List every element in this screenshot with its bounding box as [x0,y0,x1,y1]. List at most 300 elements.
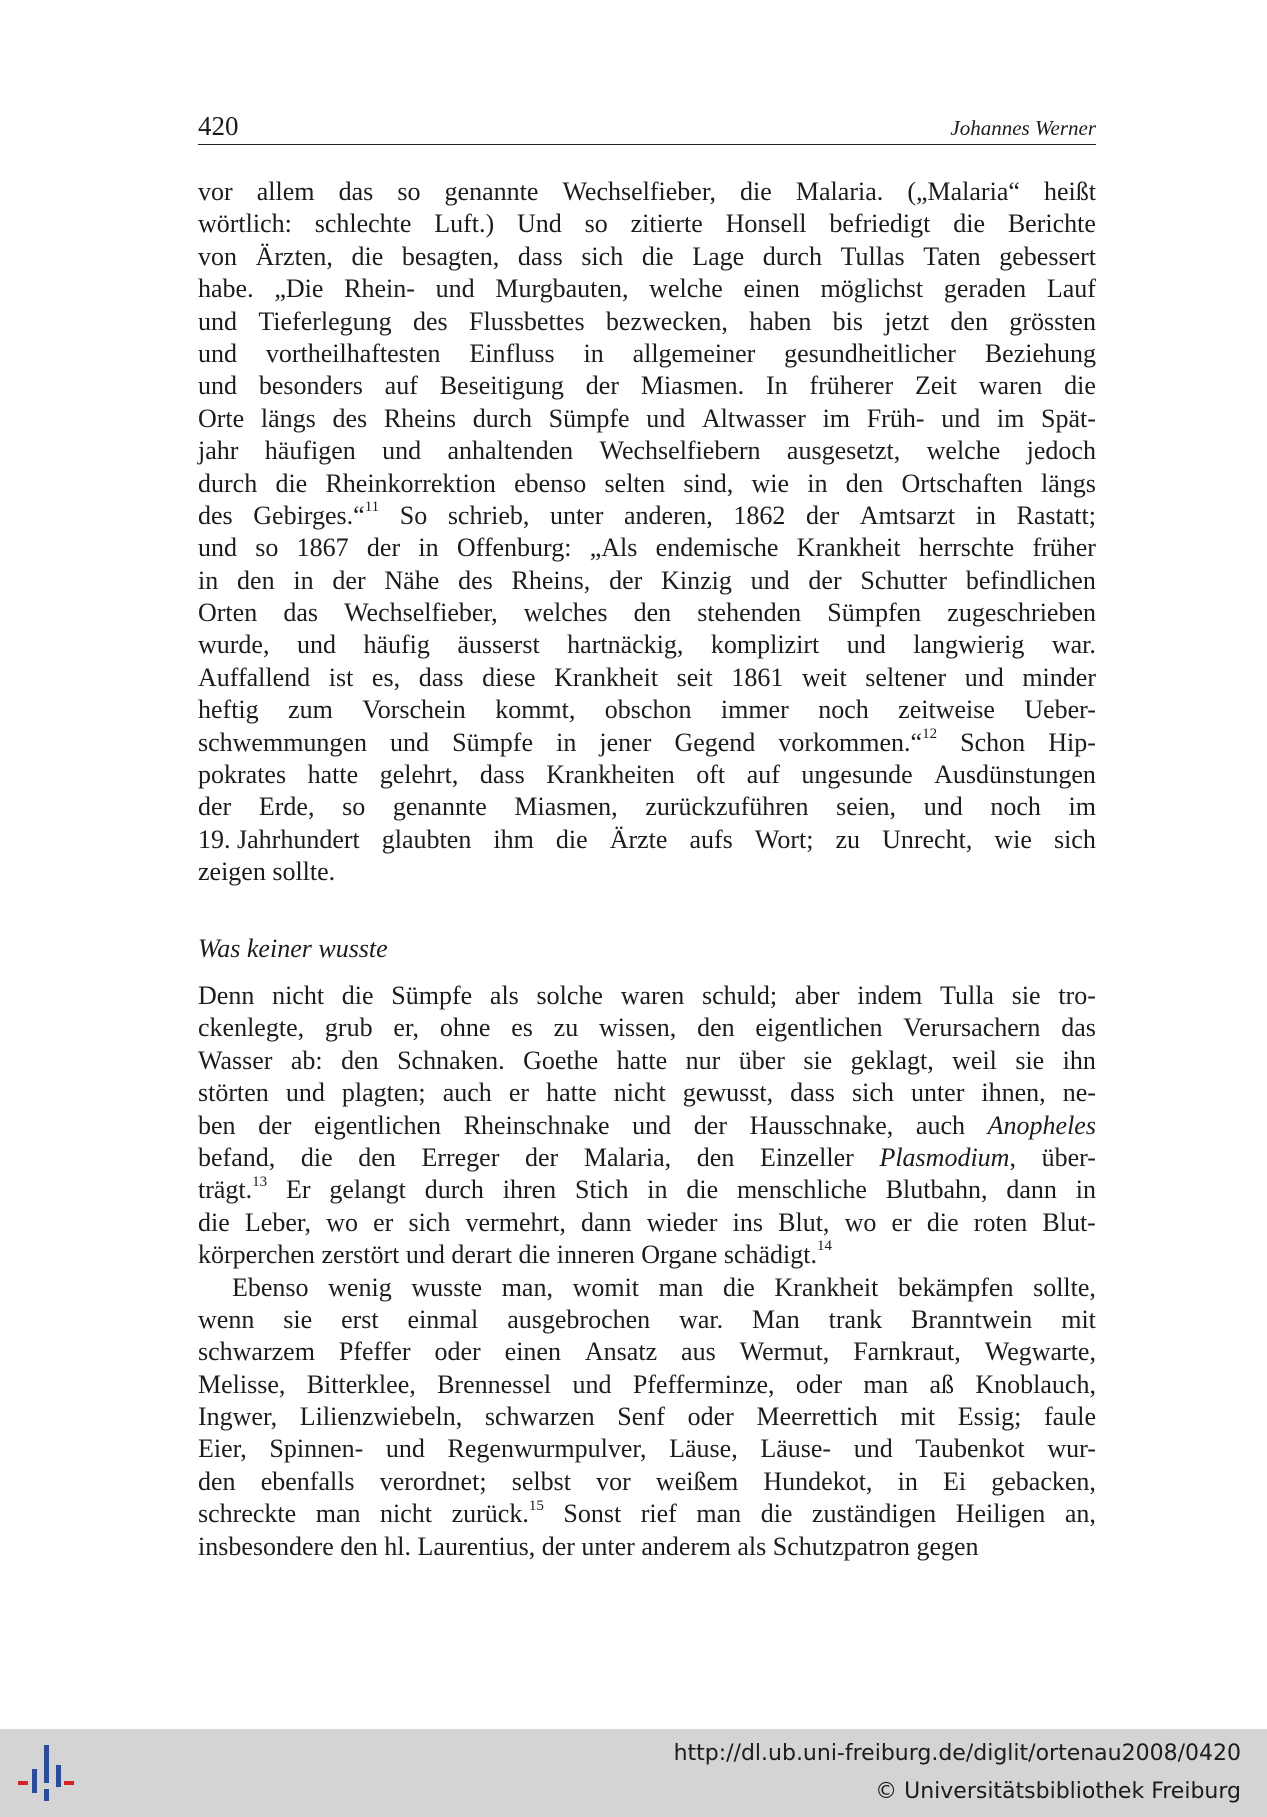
word: die [760,1499,793,1529]
word: Taubenkot [915,1434,1025,1464]
word: unter [550,500,604,530]
word: in [583,338,604,368]
word: ohne [439,1013,491,1043]
word: unter [581,1531,635,1561]
word: eigentlichen [314,1110,442,1140]
word: geraden [943,274,1027,304]
word: Schnaken. [397,1045,505,1075]
copyright-notice: © Universitätsbibliothek Freiburg [875,1779,1241,1804]
word: Krankheiten [546,760,675,790]
word: endemische [655,533,779,563]
word: Organe [641,1240,718,1270]
word: den [633,598,672,628]
word: wur- [1047,1434,1096,1464]
word: ne- [1062,1078,1096,1108]
word: waren [978,371,1043,401]
word: bis [832,306,863,336]
word: die [926,1207,959,1237]
text-line [198,1369,1096,1401]
word: zu [835,824,861,854]
word: einen [743,274,800,304]
word: Ebenso [232,1272,309,1302]
word: und [198,533,237,563]
word: Stich [575,1175,629,1205]
word: Flussbettes [469,306,585,336]
word: Beziehung [984,338,1096,368]
word: Sümpfe [391,980,473,1010]
section-spacer [198,889,1096,933]
word: Kinzig [661,565,732,595]
word: Orten [198,598,258,628]
word: er [508,1078,530,1108]
word: zu [553,1013,579,1043]
word: verordnet; [379,1466,487,1496]
word: ihm [493,824,534,854]
word: im [822,403,851,433]
word: sich [581,241,624,271]
word: vermehrt, [465,1207,566,1237]
word: Sümpfe [548,403,630,433]
word: hatte [307,760,359,790]
word: sich [1053,824,1096,854]
word: die [555,824,588,854]
word: die [641,241,674,271]
word: den [697,1013,735,1043]
text-line [198,597,1096,629]
word: Essig; [957,1402,1022,1432]
paragraph [198,980,1096,1272]
word: Läuse, [669,1434,738,1464]
word: Rheins [383,403,457,433]
word: besonders [258,371,363,401]
word: grössten [1009,306,1096,336]
word: befand, [198,1142,276,1172]
word: Hundekot, [763,1466,873,1496]
word: man [863,1369,909,1399]
word: die [723,1272,755,1302]
word: Rheins, [511,565,591,595]
paragraph [198,176,1096,889]
word: so [584,209,608,239]
word: Man [752,1304,800,1334]
word: Plasmodium, [879,1142,1016,1172]
word: zerstört [321,1240,400,1270]
text-line [198,1401,1096,1433]
word: Offenburg: [456,533,572,563]
word: Eier, [198,1434,247,1464]
word: Wechselfiebern [599,436,761,466]
word: Brennessel [437,1369,552,1399]
word: früher [1032,533,1096,563]
word: in [556,727,577,757]
word: faule [1044,1402,1096,1432]
word: den [696,1142,735,1172]
word: die [953,209,985,239]
word: sie [1011,980,1041,1010]
text-line [198,824,1096,856]
word: man [315,1499,361,1529]
text-line [198,1336,1096,1368]
word: Altwasser [701,403,806,433]
word: welche [926,436,1001,466]
word: früherer [809,371,894,401]
word: pokrates [198,760,287,790]
word: langwierig [913,630,1025,660]
word: oder [795,1369,843,1399]
word: und [405,1240,445,1270]
word: selbst [511,1466,571,1496]
word: habe. [198,274,254,304]
word: Hip- [1048,727,1096,757]
word: solche [536,980,603,1010]
word: der [609,565,643,595]
word: Wasser [198,1045,273,1075]
text-line [198,980,1096,1012]
word: im [1068,792,1096,822]
word: sollte. [272,857,336,887]
word: Ortschaften [901,468,1023,498]
word: zeigen [198,857,266,887]
word: die [740,177,772,206]
text-line [198,1110,1096,1142]
word: Knoblauch, [975,1369,1096,1399]
word: man, [501,1272,553,1302]
word: Tullas [840,241,905,271]
word: er [373,1207,394,1237]
word: ist [328,662,354,692]
word: oft [696,760,726,790]
word: Und [517,209,562,239]
word: menschliche [736,1175,867,1205]
word: schwemmungen [198,727,367,757]
word: zurückzuführen [645,792,809,822]
word: nicht [380,1499,433,1529]
word: der [805,500,840,530]
word: bekämpfen [897,1272,1014,1302]
word: insbesondere [198,1531,334,1561]
word: ab: [290,1045,323,1075]
word: die [1064,371,1096,401]
word: den [845,468,884,498]
text-line [198,1304,1096,1336]
word: trank [828,1304,883,1334]
word: weil [952,1045,997,1075]
word: körperchen [198,1240,315,1270]
footnote-reference: 11 [364,499,380,516]
word: sich [408,1207,451,1237]
word: in [293,565,314,595]
word: „Die [274,274,324,304]
word: selten [604,468,666,498]
word: vor [596,1466,631,1496]
word: vortheilhaftesten [265,338,441,368]
word: auf [384,371,418,401]
word: jahr [198,436,239,466]
word: befindlichen [965,565,1096,595]
word: Ueber- [1024,695,1096,725]
word: über [738,1045,785,1075]
word: ungesunde [801,760,913,790]
word: genannte [392,792,487,822]
word: störten [198,1078,269,1108]
word: einen [504,1337,561,1367]
word: Spinnen- [269,1434,364,1464]
word: gelangt [329,1175,406,1205]
word: welches [523,598,608,628]
word: Lilienzwiebeln, [299,1402,463,1432]
word: schuld; [701,980,778,1010]
word: den [237,565,275,595]
word: mit [1061,1304,1096,1334]
word: jener [599,727,652,757]
word: („Malaria“ [907,177,1020,206]
text-line [198,306,1096,338]
word: anderen, [624,500,713,530]
word: der [585,371,619,401]
word: erst [341,1304,379,1334]
word: äusserst [457,630,540,660]
text-line [198,1142,1096,1174]
word: Krankheit [774,1272,879,1302]
library-footer [0,1729,1267,1817]
word: noch [818,695,869,725]
word: auf [746,760,780,790]
word: aus [681,1337,716,1367]
word: Miasmen. [640,371,745,401]
word: auch [915,1110,966,1140]
word: herrschte [918,533,1015,563]
word: schlechte [314,209,412,239]
word: häufigen [264,436,356,466]
word: aber [794,980,840,1010]
word: Lage [692,241,745,271]
word: wissen, [599,1013,677,1043]
footnote-reference: 14 [816,1238,832,1255]
word: Meerrettich [756,1402,878,1432]
word: In [765,371,788,401]
word: ihn [1062,1045,1096,1075]
word: das [283,598,318,628]
word: die [300,1142,333,1172]
paragraph [198,1272,1096,1564]
word: der [198,792,232,822]
word: welche [649,274,723,304]
word: weit [801,662,847,692]
word: ben [198,1110,236,1140]
word: weißem [655,1466,739,1496]
word: anderem [641,1531,731,1561]
word: häufig [363,630,430,660]
word: Heiligen [955,1499,1046,1529]
text-line [198,500,1096,532]
word: trägt.$^{13}$ [198,1173,268,1205]
text-line [198,565,1096,597]
word: in [807,468,828,498]
word: Wermut, [739,1337,830,1367]
word: durch [472,403,532,433]
word: Senf [617,1402,665,1432]
word: die [275,468,308,498]
word: und [572,1369,612,1399]
word: man [658,1272,704,1302]
word: in [647,1175,668,1205]
word: und [285,1078,325,1108]
word: in [1075,1175,1096,1205]
word: Malaria, [583,1142,672,1172]
word: nicht [613,1078,666,1108]
text-line [198,1498,1096,1530]
word: oder [434,1337,481,1367]
word: schwarzem [198,1337,315,1367]
word: 1867 [296,533,349,563]
word: dass [790,1078,835,1108]
word: und [632,1110,672,1140]
text-line [198,791,1096,823]
word: Denn [198,980,255,1010]
word: eigentlichen [755,1013,883,1043]
word: der [366,533,401,563]
word: gebessert [999,241,1096,271]
word: zitierte [630,209,703,239]
word: wieder [646,1207,718,1237]
text-line [198,1012,1096,1044]
word: wurde, [198,630,270,660]
word: der [693,1110,727,1140]
word: roten [973,1207,1028,1237]
word: genannte [444,177,539,206]
word: Schutter [860,565,948,595]
word: dass [517,241,563,271]
word: haben [749,306,812,336]
word: längs [1041,468,1096,498]
word: womit [572,1272,640,1302]
word: hatte [616,1045,668,1075]
word: Sümpfen [827,598,922,628]
word: heftig [198,695,259,725]
word: Beseitigung [439,371,564,401]
word: sie [283,1304,313,1334]
word: besagten, [401,241,500,271]
word: durch [198,468,258,498]
word: indem [857,980,923,1010]
word: Erreger [421,1142,500,1172]
word: gebacken, [991,1466,1096,1496]
word: der [258,1110,292,1140]
word: zuständigen [812,1499,937,1529]
word: durch [762,241,822,271]
text-line [198,532,1096,564]
word: des [198,500,233,530]
word: sollte, [1033,1272,1096,1302]
word: jedoch [1026,436,1096,466]
word: dass [479,760,525,790]
book-page [198,106,1096,1563]
footnote-reference: 15 [528,1497,544,1514]
word: zeitweise [898,695,995,725]
word: ihnen, [981,1078,1046,1108]
word: wie [751,468,790,498]
word: hl. [384,1531,412,1561]
source-url[interactable]: http://dl.ub.uni-freiburg.de/diglit/ortenau2008/0420 [673,1741,1241,1766]
text-line [198,1531,1096,1563]
word: und [435,274,475,304]
running-head-author: Johannes Werner [950,116,1096,140]
word: war. [679,1304,724,1334]
word: ihren [502,1175,557,1205]
ub-freiburg-logo-icon [16,1743,78,1803]
word: und [923,792,963,822]
word: Wort; [754,824,814,854]
word: über- [1041,1142,1096,1172]
word: anhaltenden [447,436,574,466]
word: Honsell [725,209,807,239]
word: Laurentius, [417,1531,536,1561]
word: Sonst [563,1499,622,1529]
text-line [198,1433,1096,1465]
word: minder [1022,662,1096,692]
word: Leber, [244,1207,312,1237]
word: und [853,1434,893,1464]
word: und [382,436,422,466]
word: Wegwarte, [984,1337,1096,1367]
word: „Als [589,533,638,563]
word: die [351,241,384,271]
word: den [340,1531,378,1561]
word: zugeschrieben [947,598,1096,628]
text-line [198,1466,1096,1498]
word: 19. Jahrhundert [198,824,360,854]
word: Lauf [1046,274,1096,304]
word: seltener [865,662,947,692]
word: diese [482,662,536,692]
word: Sümpfe [452,727,534,757]
word: Amtsarzt [859,500,956,530]
word: des [458,565,493,595]
word: grub [324,1013,373,1043]
word: Er [285,1175,311,1205]
word: die [198,1207,230,1237]
word: nur [685,1045,721,1075]
word: Tieferlegung [258,306,392,336]
text-line [198,273,1096,305]
word: allem [256,177,315,206]
word: und [750,565,790,595]
word: komplizirt [710,630,820,660]
word: Regenwurmpulver, [447,1434,647,1464]
word: Wechselfieber, [562,177,716,206]
word: möglichst [820,274,924,304]
text-line [198,1272,1096,1304]
word: in [975,500,996,530]
word: Zeit [915,371,957,401]
footnote-reference: 12 [922,725,938,742]
word: mit [900,1402,936,1432]
word: dann [581,1207,632,1237]
word: Früh- [866,403,925,433]
page-number: 420 [198,111,239,141]
word: Rastatt; [1016,500,1096,530]
word: Goethe [523,1045,599,1075]
word: waren [620,980,685,1010]
word: Schon [960,727,1026,757]
word: Erde, [258,792,315,822]
word: durch [424,1175,484,1205]
word: des [332,403,368,433]
word: Murgbauten, [495,274,629,304]
word: Auffallend [198,662,311,692]
word: er, [393,1013,420,1043]
word: hartnäckig, [567,630,684,660]
